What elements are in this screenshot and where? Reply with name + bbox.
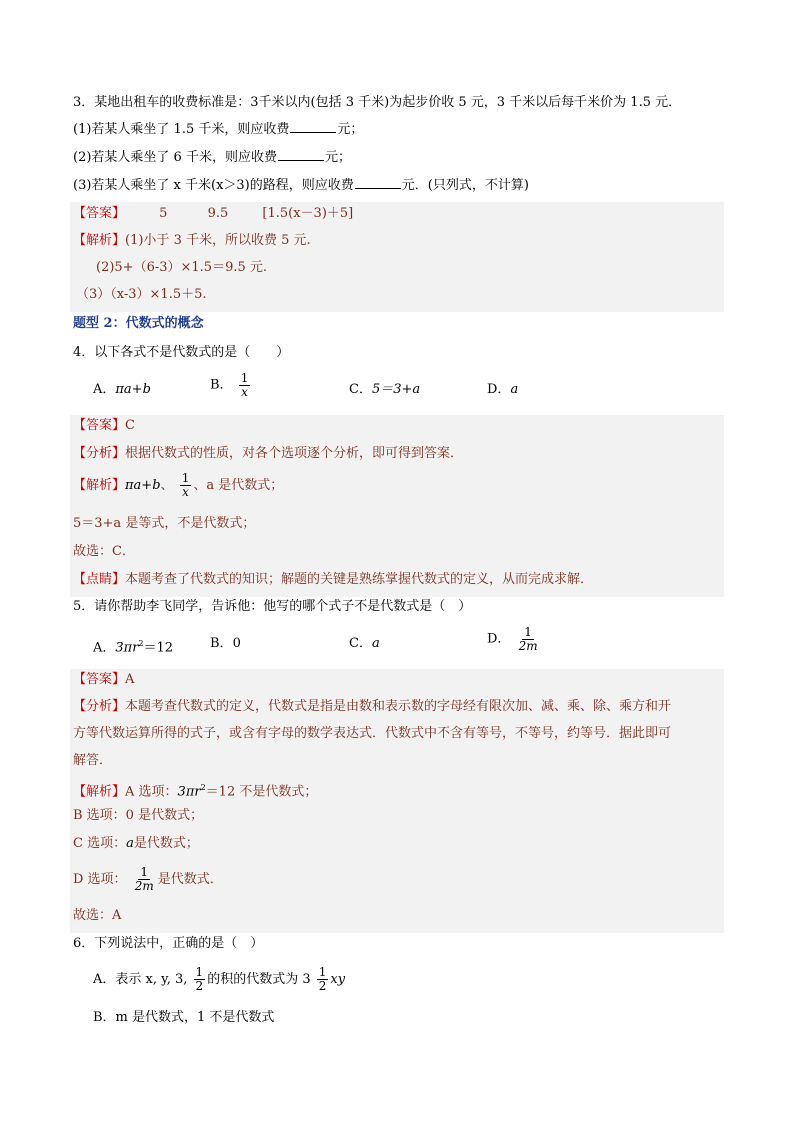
- fraction: $\frac{1}{2m}$: [134, 865, 154, 893]
- q5-jiexi-a: 【解析】A 选项：$3\pi r^2=12$ 不是代数式；: [73, 783, 318, 800]
- q4-dianjing: 【点睛】本题考查了代数式的知识；解题的关键是熟练掌握代数式的定义，从而完成求解．: [73, 572, 594, 587]
- q5-fenxi-1: 【分析】本题考查代数式的定义，代数式是指是由数和表示数的字母经有限次加、减、乘、除、乘方和开: [73, 699, 672, 714]
- q5-answer: 【答案】A: [73, 672, 135, 687]
- q5-option-c[interactable]: C．a: [349, 636, 380, 651]
- q6-option-a[interactable]: A．表示 x, y, 3, $\frac{1}{2}$ 的积的代数式为 3 $\frac{1}{2}$ xy: [93, 965, 346, 993]
- q3-part1: (1)若某人乘坐了 1.5 千米，则应收费 元；: [73, 122, 364, 137]
- q5-fenxi-2: 方等代数运算所得的式子，或含有字母的数学表达式．代数式中不含有等号，不等号，约等号．据此即可: [73, 726, 672, 741]
- q5-choose: 故选：A: [73, 908, 122, 923]
- q5-jiexi-b: B 选项：0 是代数式；: [73, 808, 204, 823]
- q3-stem: 3．某地出租车的收费标准是：3千米以内(包括 3 千米)为起步价收 5 元，3 千米以后每千米价为 1.5 元．: [73, 95, 682, 110]
- answer-blank[interactable]: [355, 176, 401, 189]
- q4-choose: 故选：C．: [73, 544, 135, 559]
- fraction: $\frac{1}{2}$: [195, 965, 204, 993]
- q4-jiexi-line2: 5＝3+a 是等式，不是代数式；: [73, 516, 256, 531]
- q5-option-a[interactable]: A．$3\pi r^2=12$: [93, 639, 174, 656]
- fraction: $\frac{1}{x}$: [181, 471, 190, 499]
- q6-option-b[interactable]: B．m 是代数式，1 不是代数式: [93, 1010, 275, 1025]
- q3-answer: 【答案】 5 9.5 [1.5(x－3)＋5]: [73, 206, 354, 221]
- q5-jiexi-c: C 选项：a是代数式；: [73, 836, 199, 851]
- q4-answer: 【答案】C: [73, 418, 135, 433]
- q3-part2: (2)若某人乘坐了 6 千米，则应收费 元；: [73, 150, 351, 165]
- q3-jiexi-2: (2)5+（6-3）×1.5＝9.5 元.: [96, 260, 268, 275]
- q5-option-b[interactable]: B．0: [210, 636, 241, 651]
- fraction: $\frac{1}{2m}$: [518, 625, 538, 653]
- q4-jiexi: 【解析】πa+b、 $\frac{1}{x}$ 、a 是代数式；: [73, 471, 284, 499]
- q4-option-b[interactable]: B． $\frac{1}{x}$: [210, 371, 249, 399]
- q5-stem: 5．请你帮助李飞同学，告诉他：他写的哪个式子不是代数式是（ ）: [73, 599, 472, 614]
- q5-option-d[interactable]: D． $\frac{1}{2m}$: [487, 625, 538, 653]
- q3-part3: (3)若某人乘坐了 x 千米(x＞3)的路程，则应收费 元．(只列式，不计算): [73, 178, 529, 193]
- answer-blank[interactable]: [278, 148, 324, 161]
- q3-jiexi-1: 【解析】(1)小于 3 千米，所以收费 5 元.: [73, 233, 311, 248]
- q6-stem: 6．下列说法中，正确的是（ ）: [73, 936, 264, 951]
- fraction: $\frac{1}{x}$: [240, 371, 249, 399]
- q5-jiexi-d: D 选项： $\frac{1}{2m}$ 是代数式．: [73, 865, 223, 893]
- q5-fenxi-3: 解答．: [73, 753, 113, 768]
- section-title: 题型 2：代数式的概念: [73, 316, 204, 331]
- answer-blank[interactable]: [290, 120, 336, 133]
- q4-fenxi: 【分析】根据代数式的性质，对各个选项逐个分析，即可得到答案．: [73, 446, 464, 461]
- q4-option-c[interactable]: C．5＝3+a: [349, 382, 421, 397]
- q4-option-a[interactable]: A．πa+b: [93, 382, 151, 397]
- fraction: $\frac{1}{2}$: [318, 965, 327, 993]
- q3-jiexi-3: （3）（x-3）×1.5＋5.: [76, 287, 207, 302]
- q4-stem: 4．以下各式不是代数式的是（ ）: [73, 345, 290, 360]
- q4-option-d[interactable]: D．a: [487, 382, 519, 397]
